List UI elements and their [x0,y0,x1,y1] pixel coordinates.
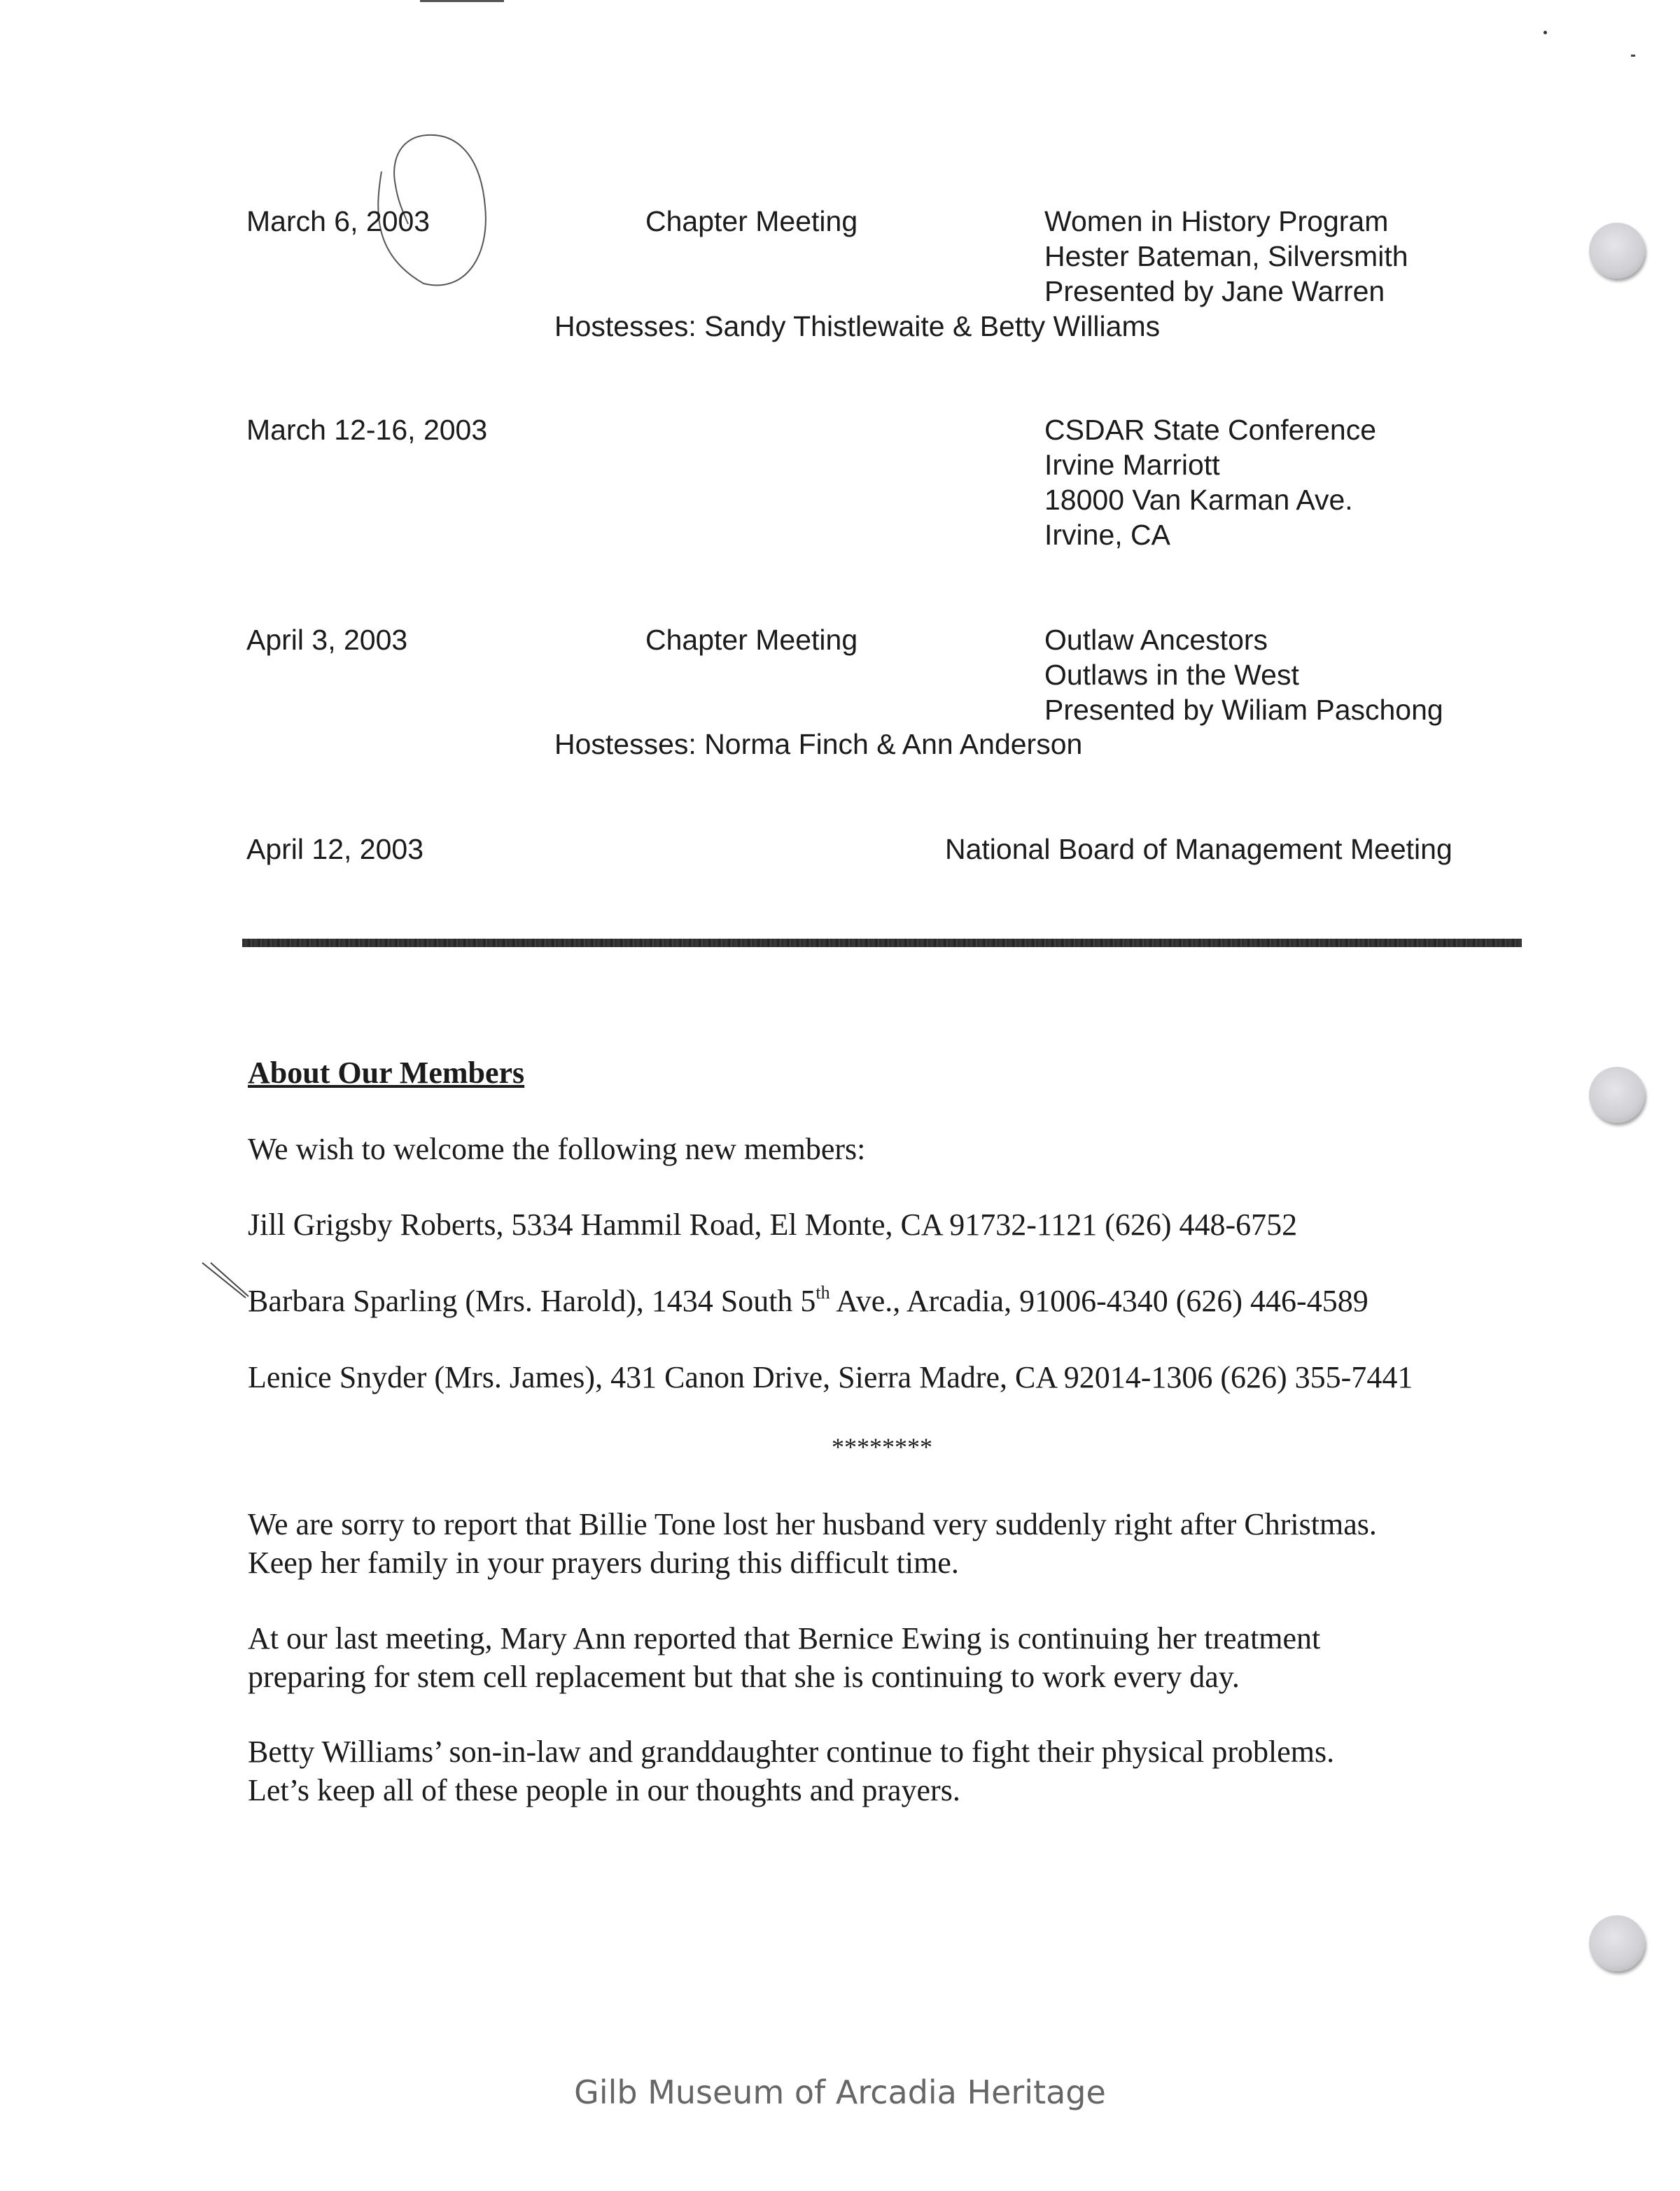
ordinal-suffix: th [816,1282,830,1303]
hole-punch [1589,1067,1645,1123]
event-description [1044,412,1376,552]
scan-speck [1544,31,1547,34]
event-type: Chapter Meeting [645,624,858,656]
pencil-check-mark [200,1260,252,1302]
description-line: Presented by Wiliam Paschong [1044,694,1443,726]
paragraph-line: Keep her family in your prayers during this difficult time. [248,1546,959,1580]
event-description [1044,204,1408,309]
event-hostesses: Hostesses: Sandy Thistlewaite & Betty Williams [554,310,1161,342]
hole-punch [1589,223,1645,279]
event-type: Chapter Meeting [645,205,858,237]
member-entry [248,1282,1368,1320]
description-line: Presented by Jane Warren [1044,275,1385,307]
event-hostesses: Hostesses: Norma Finch & Ann Anderson [554,728,1083,760]
event-date: April 3, 2003 [246,624,408,656]
member-entry: Lenice Snyder (Mrs. James), 431 Canon Drive, Sierra Madre, CA 92014-1306 (626) 355-7441 [248,1360,1413,1394]
description-line: 18000 Van Karman Ave. [1044,484,1353,516]
scan-speck [1631,55,1635,57]
news-paragraph [248,1505,1377,1582]
news-paragraph [248,1732,1334,1809]
description-line: Irvine Marriott [1044,449,1220,481]
description-line: Irvine, CA [1044,519,1170,551]
member-entry-text: Barbara Sparling (Mrs. Harold), 1434 South 5 [248,1284,816,1318]
paragraph-line: We are sorry to report that Billie Tone lost her husband very suddenly right after Christmas. [248,1507,1377,1541]
section-divider [242,939,1522,947]
event-date: March 12-16, 2003 [246,414,488,446]
event-date: April 12, 2003 [246,833,424,865]
paragraph-line: Let’s keep all of these people in our thoughts and prayers. [248,1773,960,1807]
hole-punch [1589,1915,1645,1971]
description-line: CSDAR State Conference [1044,414,1377,446]
scan-artifact [420,0,504,2]
event-date: March 6, 2003 [246,205,430,237]
member-entry: Jill Grigsby Roberts, 5334 Hammil Road, El Monte, CA 91732-1121 (626) 448-6752 [248,1208,1298,1242]
event-description [1044,622,1443,727]
section-heading: About Our Members [248,1056,525,1090]
event-description: National Board of Management Meeting [945,833,1452,865]
description-line: Outlaws in the West [1044,659,1299,691]
description-line: Hester Bateman, Silversmith [1044,240,1408,272]
news-paragraph [248,1619,1320,1696]
paragraph-line: Betty Williams’ son-in-law and granddaughter continue to fight their physical problems. [248,1735,1335,1769]
member-entry-text: Ave., Arcadia, 91006-4340 (626) 446-4589 [830,1284,1368,1318]
separator: ******** [832,1433,932,1461]
description-line: Women in History Program [1044,205,1389,237]
paragraph-line: preparing for stem cell replacement but that she is continuing to work every day. [248,1660,1240,1694]
paragraph-line: At our last meeting, Mary Ann reported that Bernice Ewing is continuing her treatment [248,1621,1321,1656]
description-line: Outlaw Ancestors [1044,624,1268,656]
watermark-footer: Gilb Museum of Arcadia Heritage [574,2073,1106,2111]
welcome-text: We wish to welcome the following new members: [248,1132,866,1166]
